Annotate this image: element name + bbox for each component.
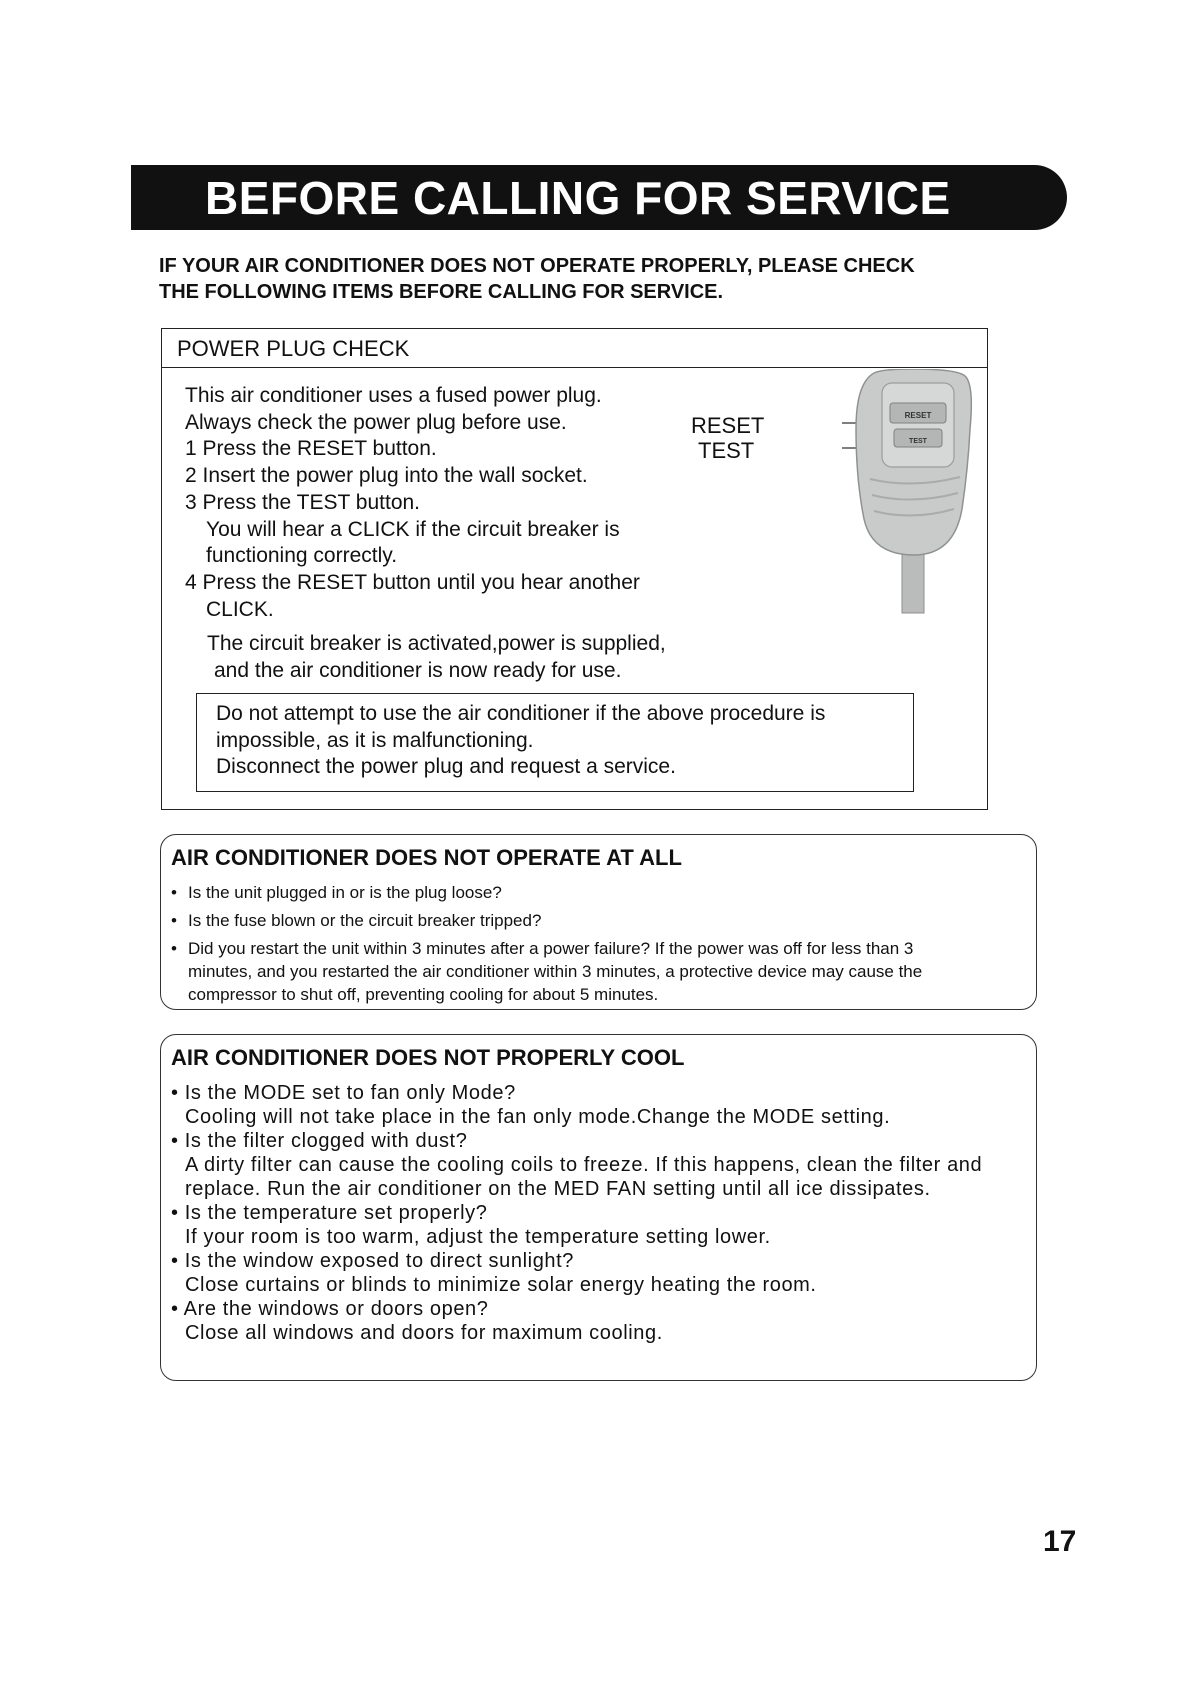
test-button-text: TEST (909, 438, 927, 445)
plug-cord (902, 547, 924, 613)
bullet: • (171, 939, 177, 958)
no-operate-list (171, 881, 1021, 1011)
not-cool-list (171, 1081, 1031, 1345)
plug-check-line: This air conditioner uses a fused power plug. (185, 384, 602, 407)
plug-check-summary (207, 630, 666, 684)
check-answer: Cooling will not take place in the fan only mode.Change the MODE setting. (185, 1106, 891, 1128)
intro-line: THE FOLLOWING ITEMS BEFORE CALLING FOR SERVICE. (159, 281, 724, 303)
reset-button-text: RESET (904, 411, 932, 420)
check-question: • Is the temperature set properly? (171, 1202, 488, 1224)
test-label: TEST (698, 438, 755, 463)
bullet: • (171, 883, 177, 902)
not-cool-panel (160, 1034, 1037, 1381)
warning-line: impossible, as it is malfunctioning. (216, 728, 534, 752)
check-question: • Are the windows or doors open? (171, 1298, 489, 1320)
list-item-text: compressor to shut off, preventing cooling for about 5 minutes. (188, 985, 659, 1004)
check-answer: Close all windows and doors for maximum cooling. (185, 1322, 663, 1344)
plug-check-line: You will hear a CLICK if the circuit breaker is (206, 517, 620, 541)
page-number: 17 (1043, 1525, 1077, 1558)
check-answer: Close curtains or blinds to minimize solar energy heating the room. (185, 1274, 817, 1296)
no-operate-title: AIR CONDITIONER DOES NOT OPERATE AT ALL (171, 845, 682, 870)
check-question: • Is the filter clogged with dust? (171, 1130, 468, 1152)
power-plug-check-box (161, 328, 988, 810)
check-answer: If your room is too warm, adjust the temperature setting lower. (185, 1226, 771, 1248)
plug-button-housing (882, 383, 954, 467)
list-item (171, 937, 1021, 1006)
check-question: • Is the MODE set to fan only Mode? (171, 1082, 516, 1104)
plug-check-line: CLICK. (206, 597, 274, 621)
no-operate-panel (160, 834, 1037, 1010)
power-plug-illustration (842, 369, 987, 614)
list-item-text: Did you restart the unit within 3 minutes after a power failure? If the power was off for less than 3 (188, 939, 914, 958)
check-answer: A dirty filter can cause the cooling coils to freeze. If this happens, clean the filter and (185, 1154, 983, 1176)
check-answer: replace. Run the air conditioner on the MED FAN setting until all ice dissipates. (185, 1178, 931, 1200)
page-title: BEFORE CALLING FOR SERVICE (205, 172, 951, 224)
bullet: • (171, 911, 177, 930)
list-item (171, 881, 1021, 904)
plug-check-step: 2 Insert the power plug into the wall socket. (185, 464, 588, 488)
plug-check-step: 4 Press the RESET button until you hear another (185, 570, 640, 594)
list-item-text: Is the fuse blown or the circuit breaker tripped? (188, 911, 542, 930)
intro-text (159, 253, 1059, 305)
list-item (171, 909, 1021, 932)
summary-line: and the air conditioner is now ready for use. (214, 659, 622, 682)
warning-line: Do not attempt to use the air conditioner if the above procedure is (216, 702, 826, 725)
intro-line: IF YOUR AIR CONDITIONER DOES NOT OPERATE PROPERLY, PLEASE CHECK (159, 255, 915, 277)
plug-check-steps (185, 383, 745, 623)
reset-label: RESET (691, 413, 765, 438)
warning-line: Disconnect the power plug and request a service. (216, 755, 676, 778)
title-banner (131, 165, 1067, 230)
not-cool-title: AIR CONDITIONER DOES NOT PROPERLY COOL (171, 1045, 685, 1070)
warning-box (196, 693, 914, 792)
summary-line: The circuit breaker is activated,power is supplied, (207, 632, 666, 655)
power-plug-check-heading: POWER PLUG CHECK (162, 329, 987, 368)
list-item-text: Is the unit plugged in or is the plug loose? (188, 883, 502, 902)
list-item-text: minutes, and you restarted the air conditioner within 3 minutes, a protective device may cause the (188, 962, 923, 981)
check-question: • Is the window exposed to direct sunlight? (171, 1250, 575, 1272)
plug-check-line: Always check the power plug before use. (185, 410, 567, 434)
plug-check-line: functioning correctly. (206, 544, 398, 568)
plug-check-step: 1 Press the RESET button. (185, 437, 437, 461)
plug-check-step: 3 Press the TEST button. (185, 490, 421, 514)
